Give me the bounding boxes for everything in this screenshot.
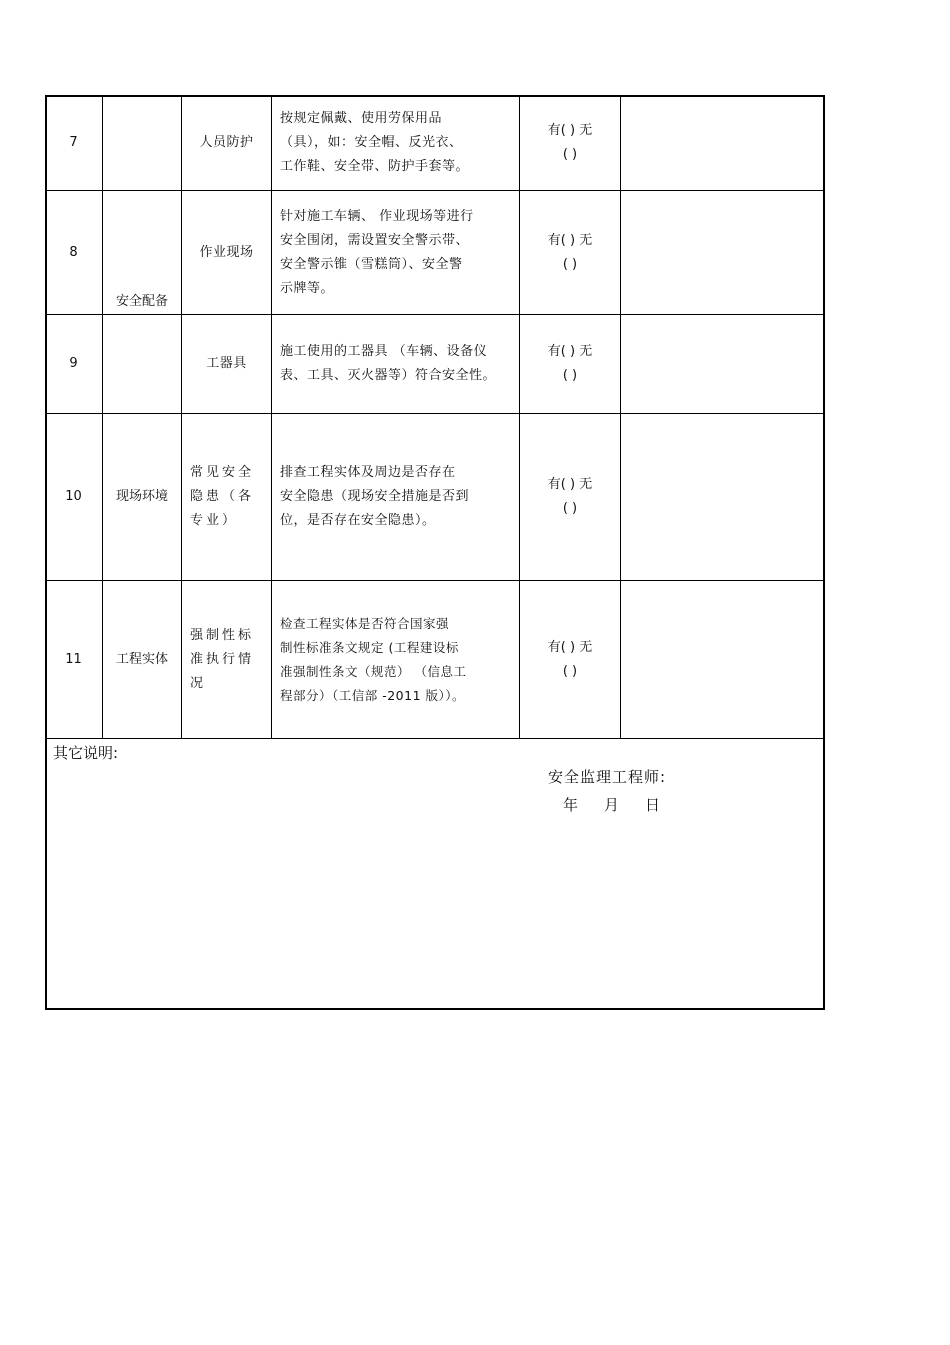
item-name: 作业现场 bbox=[199, 244, 254, 260]
row-number: 9 bbox=[69, 356, 78, 371]
requirement-text: 检查工程实体是否符合国家强 制性标准条文规定 (工程建设标 准强制性条文（规范） （信息工 程部分）（工信部 -2011 版））。 bbox=[280, 615, 467, 703]
notes-label: 其它说明: bbox=[53, 744, 119, 762]
column-divider bbox=[271, 95, 272, 739]
item-name: 常见安全 隐患（各 专业） bbox=[190, 465, 255, 528]
date-month: 月 bbox=[604, 796, 620, 814]
check-status[interactable]: 有( ) 无 ( ) bbox=[547, 477, 593, 516]
item-name: 强制性标 准执行情 况 bbox=[190, 627, 255, 691]
requirement-text: 排查工程实体及周边是否存在 安全隐患（现场安全措施是否到 位，是否存在安全隐患）。 bbox=[280, 465, 470, 528]
requirement-text: 按规定佩戴、使用劳保用品 （具），如：安全帽、反光衣、 工作鞋、安全带、防护手套等。 bbox=[280, 110, 470, 174]
item-name: 人员防护 bbox=[199, 134, 254, 150]
date-year: 年 bbox=[563, 796, 579, 814]
date-day: 日 bbox=[645, 796, 661, 814]
requirement-text: 针对施工车辆、 作业现场等进行 安全围闭，需设置安全警示带、 安全警示锥（雪糕筒）、安全警 示牌等。 bbox=[280, 208, 474, 296]
item-name: 工器具 bbox=[206, 356, 247, 371]
check-status[interactable]: 有( ) 无 ( ) bbox=[547, 122, 593, 162]
row-number: 8 bbox=[69, 244, 78, 260]
notes-area[interactable] bbox=[52, 770, 532, 1000]
category-label: 工程实体 bbox=[115, 651, 168, 667]
category-label: 安全配备 bbox=[115, 294, 168, 309]
remark-cell[interactable] bbox=[621, 95, 824, 190]
sign-date bbox=[563, 794, 686, 815]
row-number: 10 bbox=[65, 489, 82, 504]
signer-label: 安全监理工程师: bbox=[548, 768, 667, 786]
row-divider bbox=[45, 738, 825, 739]
row-number: 7 bbox=[69, 134, 78, 150]
remark-cell[interactable] bbox=[621, 191, 824, 314]
check-status[interactable]: 有( ) 无 ( ) bbox=[547, 344, 593, 383]
category-label: 现场环境 bbox=[115, 489, 168, 504]
row-number: 11 bbox=[65, 651, 82, 667]
remark-cell[interactable] bbox=[621, 581, 824, 738]
remark-cell[interactable] bbox=[621, 414, 824, 580]
requirement-text: 施工使用的工器具 （车辆、设备仪 表、工具、灭火器等）符合安全性。 bbox=[280, 344, 497, 383]
check-status[interactable]: 有( ) 无 ( ) bbox=[547, 232, 593, 272]
remark-cell[interactable] bbox=[621, 315, 824, 413]
check-status[interactable]: 有( ) 无 ( ) bbox=[547, 639, 593, 679]
